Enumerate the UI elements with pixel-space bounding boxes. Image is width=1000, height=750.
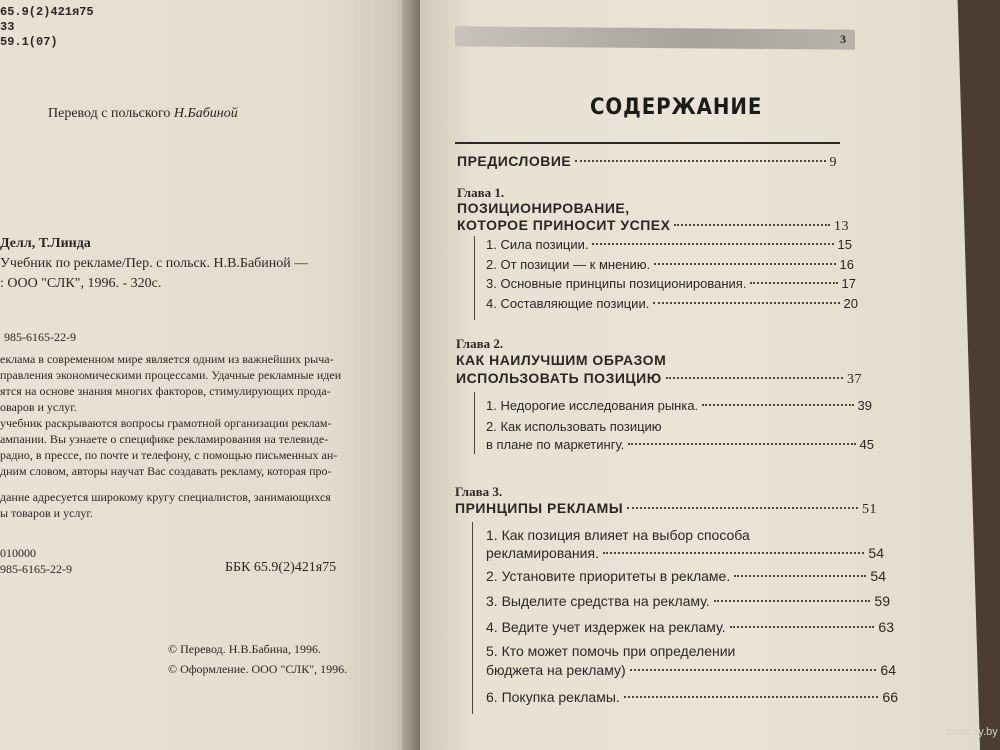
- leader-dots: [666, 377, 843, 379]
- toc-page: 9: [829, 155, 837, 170]
- chapter-label: Глава 2.: [456, 336, 504, 351]
- bib-line-1: Учебник по рекламе/Пер. с польск. Н.В.Бабиной —: [0, 256, 309, 271]
- section-bracket: [474, 392, 475, 454]
- section-bracket: [474, 236, 475, 320]
- section-bracket: [472, 522, 473, 714]
- watermark: www.ay.by: [946, 726, 998, 738]
- translation-note: [48, 106, 238, 122]
- toc-item: 2. От позиции — к мнению. 16: [486, 257, 854, 272]
- toc-item: в плане по маркетингу. 45: [486, 437, 874, 452]
- code-line-3: 59.1(07): [0, 35, 58, 49]
- chapter-heading: КАК НАИЛУЧШИМ ОБРАЗОМ: [456, 352, 667, 368]
- toc-item: 6. Покупка рекламы. 66: [486, 689, 898, 705]
- chapter-heading: ИСПОЛЬЗОВАТЬ ПОЗИЦИЮ: [456, 370, 662, 386]
- toc-item: бюджета на рекламу) 64: [486, 662, 896, 678]
- authors: Делл, Т.Линда: [0, 236, 91, 251]
- code-010000: 010000: [0, 546, 36, 560]
- chapter-heading: КОТОРОЕ ПРИНОСИТ УСПЕХ: [457, 217, 671, 233]
- toc-item: 3. Выделите средства на рекламу. 59: [486, 593, 890, 609]
- toc-page: 13: [834, 219, 849, 234]
- toc-item: 2. Установите приоритеты в рекламе. 54: [486, 568, 886, 584]
- chapter-label: Глава 1.: [457, 185, 505, 200]
- copyright-translation: © Перевод. Н.В.Бабина, 1996.: [168, 642, 321, 656]
- page-number: 3: [840, 32, 846, 46]
- toc-preface: [457, 153, 837, 171]
- leader-dots: [627, 507, 858, 509]
- toc-chapter: [457, 217, 849, 235]
- abstract-line: радио, в прессе, по почте и телефону, с помощью письменных ан-: [0, 448, 338, 462]
- toc-chapter: [455, 500, 877, 518]
- translator-name: Н.Бабиной: [173, 106, 238, 121]
- abstract-line: оваров и услуг.: [0, 400, 77, 414]
- toc-item: 4. Ведите учет издержек на рекламу. 63: [486, 619, 894, 635]
- divider: [455, 142, 840, 144]
- abstract-line: дним словом, авторы научат Вас создавать рекламу, которая про-: [0, 464, 332, 478]
- abstract-line: еклама в современном мире является одним из важнейших рыча-: [0, 352, 334, 366]
- abstract-line: правления экономическими процессами. Удачные рекламные идеи: [0, 368, 342, 382]
- bib-line-2: : ООО "СЛК", 1996. - 320с.: [0, 276, 162, 291]
- abstract-line: дание адресуется широкому кругу специалистов, занимающихся: [0, 490, 331, 504]
- code-line-1: 65.9(2)421я75: [0, 5, 94, 19]
- toc-page: 37: [847, 372, 862, 387]
- chapter-heading: ПРИНЦИПЫ РЕКЛАМЫ: [455, 500, 624, 516]
- isbn-2: 985-6165-22-9: [0, 562, 72, 576]
- toc-item: 1. Сила позиции. 15: [486, 237, 852, 252]
- toc-chapter: [456, 370, 862, 388]
- toc-item: 3. Основные принципы позиционирования. 17: [486, 276, 856, 291]
- copyright-design: © Оформление. ООО "СЛК", 1996.: [168, 662, 348, 676]
- abstract-line: ампании. Вы узнаете о специфике рекламирования на телевиде-: [0, 432, 329, 446]
- toc-item-line: 5. Кто может помочь при определении: [486, 643, 736, 659]
- toc-item-line: 1. Как позиция влияет на выбор способа: [486, 527, 750, 543]
- leader-dots: [575, 160, 825, 162]
- abstract-line: ятся на основе знания многих факторов, стимулирующих прода-: [0, 384, 331, 398]
- toc-item: 4. Составляющие позиции. 20: [486, 296, 858, 311]
- toc-page: 51: [862, 502, 877, 517]
- toc-label: ПРЕДИСЛОВИЕ: [457, 153, 572, 169]
- page-title: СОДЕРЖАНИЕ: [590, 95, 763, 120]
- abstract-line: ы товаров и услуг.: [0, 506, 93, 520]
- chapter-heading: ПОЗИЦИОНИРОВАНИЕ,: [457, 200, 630, 216]
- left-page: [0, 0, 408, 750]
- bbk-code: ББК 65.9(2)421я75: [225, 560, 337, 575]
- abstract-line: учебник раскрываются вопросы грамотной организации реклам-: [0, 416, 332, 430]
- code-line-2: 33: [0, 20, 15, 34]
- isbn-1: 985-6165-22-9: [4, 330, 76, 344]
- running-header-bar: [455, 26, 855, 49]
- leader-dots: [674, 224, 830, 226]
- chapter-label: Глава 3.: [455, 484, 503, 499]
- toc-item: 1. Недорогие исследования рынка. 39: [486, 398, 872, 413]
- toc-item: рекламирования. 54: [486, 545, 884, 561]
- toc-item-line: 2. Как использовать позицию: [486, 419, 662, 434]
- translation-prefix: Перевод с польского: [48, 106, 171, 121]
